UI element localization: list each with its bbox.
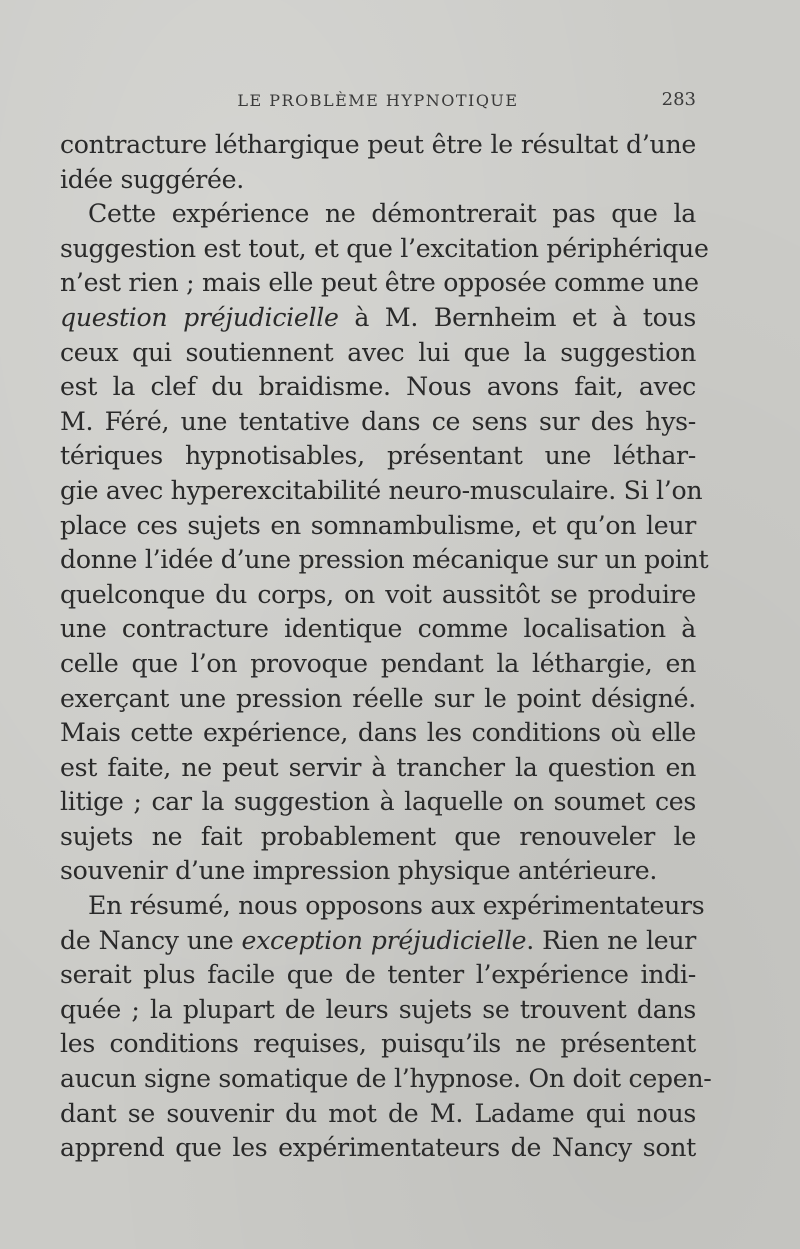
text-segment: idée suggérée. bbox=[60, 164, 244, 194]
text-line bbox=[60, 1097, 696, 1132]
text-segment: sujets ne fait probablement que renouveler le bbox=[60, 821, 696, 851]
text-line bbox=[60, 370, 696, 405]
text-segment: est la clef du braidisme. Nous avons fait, avec bbox=[60, 372, 696, 402]
italic-phrase: exception préjudicielle bbox=[241, 925, 527, 955]
text-segment: exerçant une pression réelle sur le point désigné. bbox=[60, 683, 696, 713]
text-segment: de Nancy une bbox=[60, 925, 242, 955]
text-line bbox=[60, 405, 696, 440]
text-segment: les conditions requises, puisqu’ils ne présentent bbox=[60, 1029, 696, 1059]
text-line bbox=[60, 854, 696, 889]
text-segment: suggestion est tout, et que l’excitation périphérique bbox=[60, 233, 709, 263]
text-line bbox=[60, 647, 696, 682]
text-line bbox=[60, 924, 696, 959]
text-segment: tériques hypnotisables, présentant une léthar- bbox=[60, 441, 696, 471]
text-line bbox=[60, 1062, 712, 1097]
text-segment: serait plus facile que de tenter l’expérience indi- bbox=[60, 960, 696, 990]
text-segment: dant se souvenir du mot de M. Ladame qui nous bbox=[60, 1098, 696, 1128]
text-line bbox=[60, 163, 696, 198]
text-segment: donne l’idée d’une pression mécanique sur un point bbox=[60, 545, 709, 575]
running-title: LE PROBLÈME HYPNOTIQUE bbox=[237, 91, 519, 110]
text-segment: n’est rien ; mais elle peut être opposée comme une bbox=[60, 268, 699, 298]
text-segment: à M. Bernheim et à tous bbox=[338, 302, 697, 332]
page-header bbox=[60, 89, 696, 119]
text-line bbox=[60, 682, 696, 717]
text-line bbox=[60, 128, 696, 163]
text-line bbox=[60, 751, 696, 786]
text-line bbox=[60, 1027, 696, 1062]
body-text bbox=[60, 128, 712, 1166]
text-segment: aucun signe somatique de l’hypnose. On doit cepen- bbox=[60, 1064, 712, 1094]
text-line bbox=[60, 232, 709, 267]
text-segment: En résumé, nous opposons aux expérimentateurs bbox=[88, 891, 705, 921]
text-line bbox=[60, 820, 696, 855]
text-line bbox=[60, 716, 696, 751]
text-line bbox=[60, 336, 696, 371]
text-segment: gie avec hyperexcitabilité neuro-musculaire. Si l’on bbox=[60, 475, 703, 505]
text-segment: Mais cette expérience, dans les conditions où elle bbox=[60, 718, 696, 748]
text-segment: apprend que les expérimentateurs de Nancy sont bbox=[60, 1133, 696, 1163]
text-line bbox=[60, 785, 696, 820]
text-segment: quée ; la plupart de leurs sujets se trouvent dans bbox=[60, 994, 696, 1024]
text-segment: souvenir d’une impression physique antérieure. bbox=[60, 856, 658, 886]
text-line bbox=[60, 993, 696, 1028]
text-segment: . Rien ne leur bbox=[526, 925, 696, 955]
text-line bbox=[60, 578, 696, 613]
text-segment: place ces sujets en somnambulisme, et qu’on leur bbox=[60, 510, 696, 540]
text-line bbox=[60, 474, 703, 509]
text-line bbox=[60, 543, 709, 578]
text-segment: ceux qui soutiennent avec lui que la suggestion bbox=[60, 337, 696, 367]
text-segment: contracture léthargique peut être le résultat d’une bbox=[60, 130, 696, 159]
page-number: 283 bbox=[661, 89, 696, 110]
text-line bbox=[60, 439, 696, 474]
text-line bbox=[60, 509, 696, 544]
text-segment: une contracture identique comme localisation à bbox=[60, 614, 696, 644]
text-segment: M. Féré, une tentative dans ce sens sur des hys- bbox=[60, 406, 696, 436]
text-line bbox=[60, 958, 696, 993]
text-line bbox=[60, 612, 696, 647]
text-segment: est faite, ne peut servir à trancher la question en bbox=[60, 752, 696, 782]
text-line bbox=[60, 301, 696, 336]
text-segment: celle que l’on provoque pendant la léthargie, en bbox=[60, 648, 696, 678]
text-segment: quelconque du corps, on voit aussitôt se produire bbox=[60, 579, 696, 609]
text-segment: litige ; car la suggestion à laquelle on soumet ces bbox=[60, 787, 696, 817]
text-segment: Cette expérience ne démontrerait pas que la bbox=[88, 199, 696, 229]
text-line bbox=[60, 197, 696, 232]
text-line bbox=[60, 889, 705, 924]
text-line bbox=[60, 266, 699, 301]
text-line bbox=[60, 1131, 696, 1166]
italic-phrase: question préjudicielle bbox=[60, 302, 339, 332]
